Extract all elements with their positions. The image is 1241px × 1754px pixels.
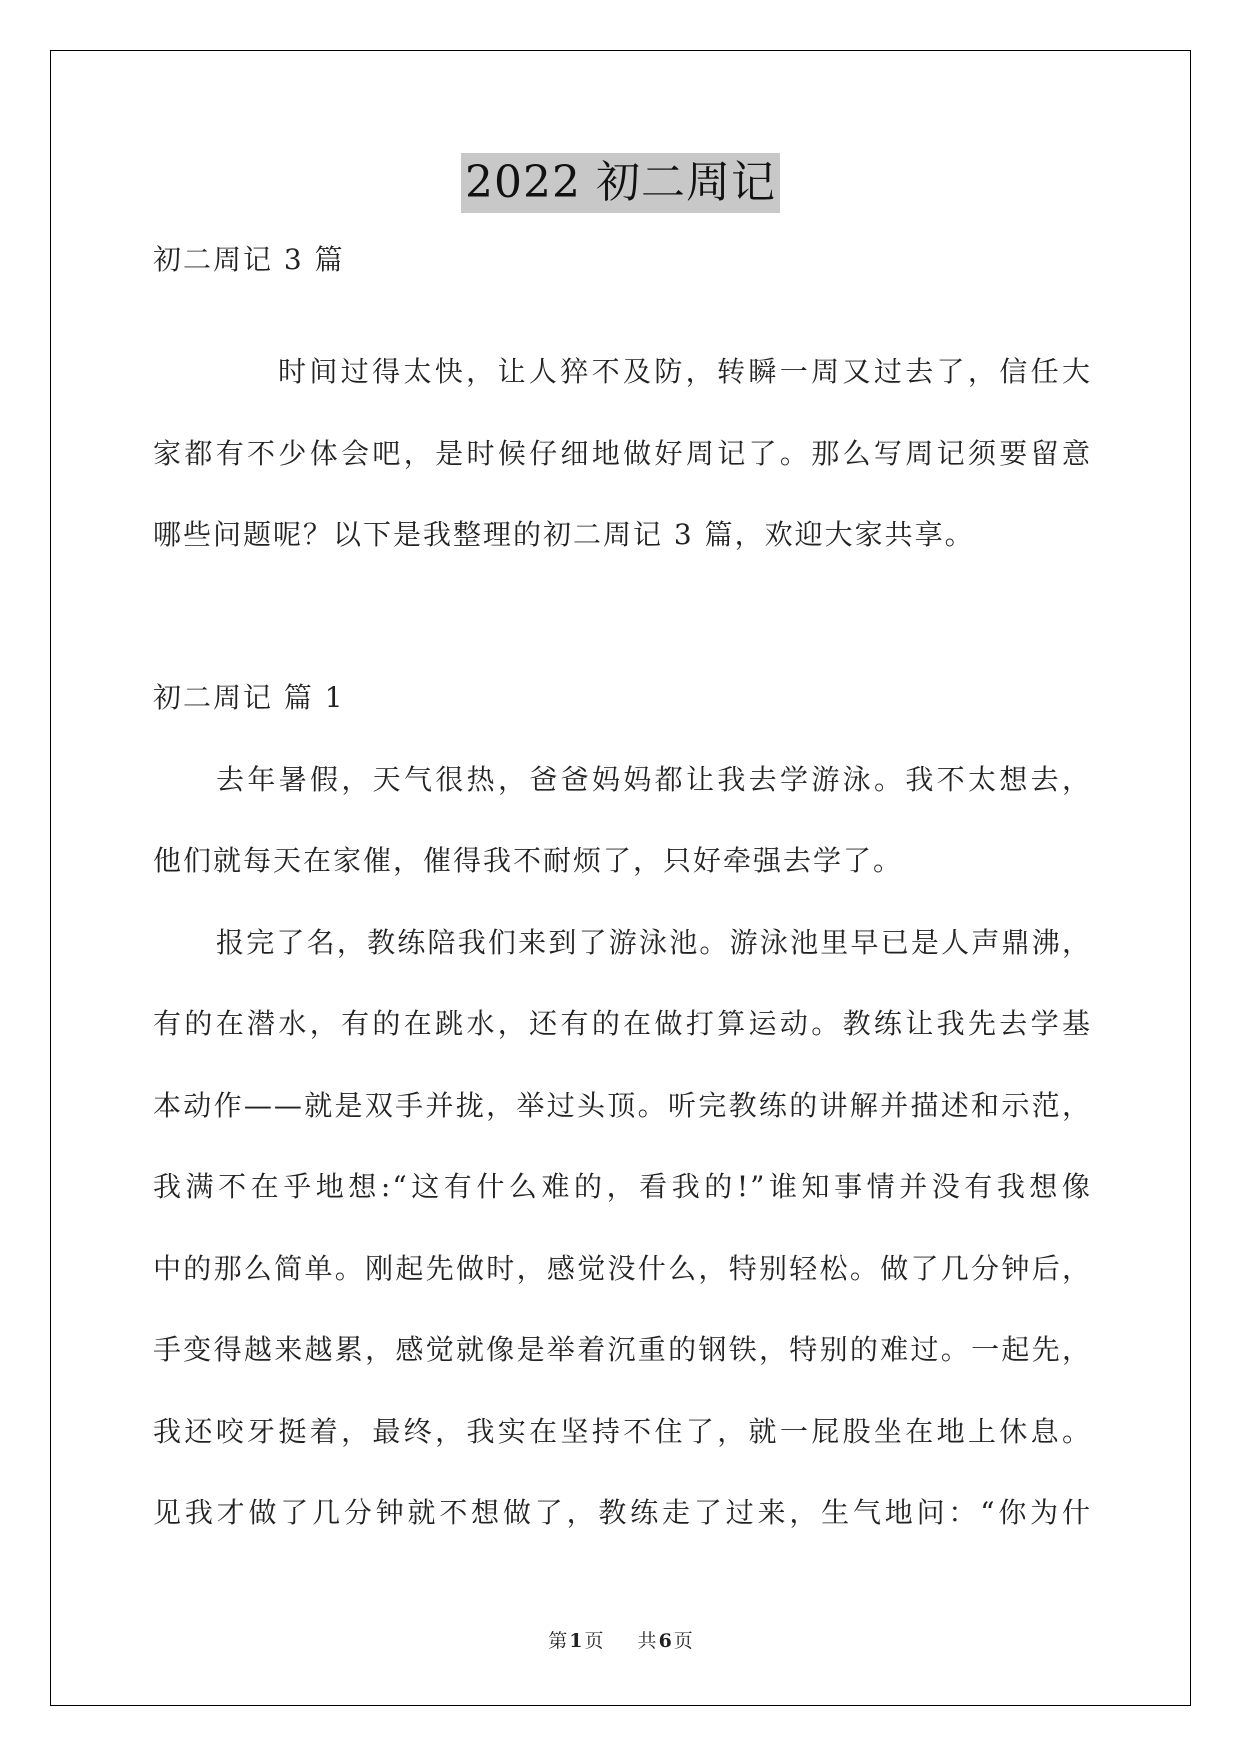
paragraph-line: 我还咬牙挺着，最终，我实在坚持不住了，就一屁股坐在地上休息。: [153, 1414, 1092, 1448]
page-total: [638, 1630, 693, 1652]
paragraph-line: 报完了名，教练陪我们来到了游泳池。游泳池里早已是人声鼎沸，: [216, 925, 1092, 959]
paragraph-line: 家都有不少体会吧，是时候仔细地做好周记了。那么写周记须要留意: [153, 436, 1092, 470]
intro-paragraph: [153, 331, 1092, 576]
paragraph-line: 我满不在乎地想:“这有什么难的，看我的!”谁知事情并没有我想像: [153, 1170, 1092, 1203]
paragraph-line: 哪些问题呢？以下是我整理的初二周记 3 篇，欢迎大家共享。: [153, 518, 975, 551]
page-footer: [0, 1628, 1241, 1654]
paragraph-line: 手变得越来越累，感觉就像是举着沉重的钢铁，特别的难过。一起先，: [153, 1333, 1092, 1366]
paragraph-line: 本动作——就是双手并拢，举过头顶。听完教练的讲解并描述和示范，: [153, 1088, 1092, 1122]
paragraph-line: 时间过得太快，让人猝不及防，转瞬一周又过去了，信任大: [278, 355, 1092, 388]
document-body: [153, 219, 1092, 1554]
paragraph: [153, 739, 1092, 902]
total-prefix: 共: [637, 1630, 657, 1652]
paragraph-line: 有的在潜水，有的在跳水，还有的在做打算运动。教练让我先去学基: [153, 1007, 1092, 1040]
paragraph-line: 中的那么简单。刚起先做时，感觉没什么，特别轻松。做了几分钟后，: [153, 1251, 1092, 1285]
page-number: [548, 1630, 609, 1652]
paragraph: [153, 902, 1092, 1554]
page-prefix: 第: [548, 1630, 568, 1652]
paragraph-line: 去年暑假，天气很热，爸爸妈妈都让我去学游泳。我不太想去，: [216, 762, 1092, 796]
total-pages: 6: [658, 1630, 672, 1652]
document-title: 2022 初二周记: [461, 153, 780, 213]
section-heading: 初二周记 篇 1: [153, 681, 345, 714]
current-page: 1: [569, 1630, 583, 1652]
total-suffix: 页: [673, 1630, 693, 1652]
title-container: [0, 153, 1241, 213]
document-subtitle: 初二周记 3 篇: [153, 243, 345, 276]
paragraph-line: 见我才做了几分钟就不想做了，教练走了过来，生气地问：“你为什: [153, 1496, 1092, 1529]
page-suffix: 页: [584, 1630, 604, 1652]
paragraph-line: 他们就每天在家催，催得我不耐烦了，只好牵强去学了。: [153, 844, 904, 877]
